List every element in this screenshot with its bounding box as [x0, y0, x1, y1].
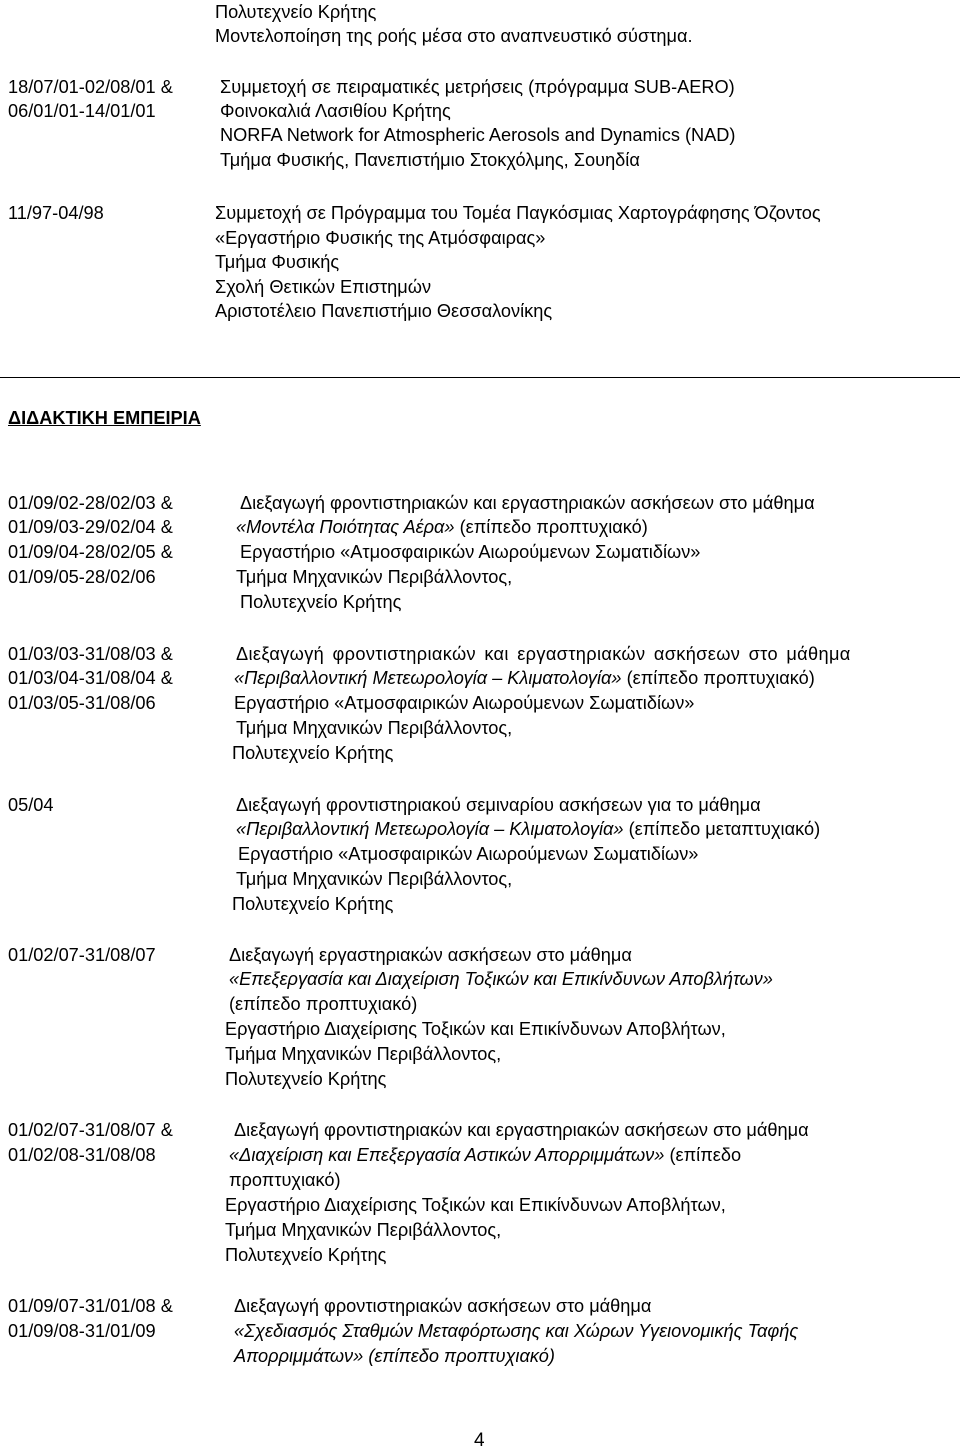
entry-date: 01/03/03-31/08/03 & — [8, 644, 173, 664]
entry-date: 01/03/05-31/08/06 — [8, 693, 156, 713]
entry-date: 05/04 — [8, 795, 54, 815]
course-title: «Περιβαλλοντική Μετεωρολογία – Κλιματολογία» — [236, 819, 624, 839]
course-line — [229, 1144, 741, 1167]
entry-line: Συμμετοχή σε Πρόγραμμα του Τομέα Παγκόσμιας Χαρτογράφησης Όζοντος — [215, 203, 821, 223]
entry-line: Τμήμα Μηχανικών Περιβάλλοντος, — [225, 1044, 502, 1064]
entry-line: Εργαστήριο «Ατμοσφαιρικών Αιωρούμενων Σωματιδίων» — [234, 693, 695, 713]
entry-line: Πολυτεχνείο Κρήτης — [225, 1069, 387, 1089]
course-level: (επίπεδο προπτυχιακό) — [454, 517, 648, 537]
course-title: «Περιβαλλοντική Μετεωρολογία – Κλιματολογία» — [234, 668, 622, 688]
entry-line: NORFA Network for Atmospheric Aerosols and Dynamics (NAD) — [220, 125, 736, 145]
entry-line: «Εργαστήριο Φυσικής της Ατμόσφαιρας» — [215, 228, 546, 248]
entry-line: Διεξαγωγή φροντιστηριακών ασκήσεων στο μάθημα — [234, 1296, 652, 1316]
entry-date: 01/02/08-31/08/08 — [8, 1145, 156, 1165]
entry-line: Διεξαγωγή φροντιστηριακού σεμιναρίου ασκήσεων για το μάθημα — [236, 795, 761, 815]
entry-line: Αριστοτέλειο Πανεπιστήμιο Θεσσαλονίκης — [215, 301, 553, 321]
entry-line: Συμμετοχή σε πειραματικές μετρήσεις (πρόγραμμα SUB-AERO) — [220, 77, 735, 97]
course-level: (επίπεδο προπτυχιακό) — [621, 668, 815, 688]
entry-date: 01/09/05-28/02/06 — [8, 567, 156, 587]
entry-date: 01/09/03-29/02/04 & — [8, 517, 173, 537]
entry-date: 01/09/04-28/02/05 & — [8, 542, 173, 562]
section-divider — [0, 377, 960, 378]
entry-line: (επίπεδο προπτυχιακό) — [229, 994, 418, 1014]
entry-line: Τμήμα Μηχανικών Περιβάλλοντος, — [225, 1220, 502, 1240]
entry-date: 01/02/07-31/08/07 — [8, 945, 156, 965]
entry-date: 01/09/08-31/01/09 — [8, 1321, 156, 1341]
entry-line: Τμήμα Μηχανικών Περιβάλλοντος, — [236, 718, 513, 738]
entry-line: Τμήμα Μηχανικών Περιβάλλοντος, — [236, 567, 513, 587]
entry-line: Διεξαγωγή φροντιστηριακών και εργαστηριακών ασκήσεων στο μάθημα — [240, 493, 815, 513]
entry-line: προπτυχιακό) — [229, 1170, 341, 1190]
course-title: «Μοντέλα Ποιότητας Αέρα» — [236, 517, 455, 537]
entry-line: Εργαστήριο Διαχείρισης Τοξικών και Επικίνδυνων Αποβλήτων, — [225, 1019, 726, 1039]
entry-date: 01/09/07-31/01/08 & — [8, 1296, 173, 1316]
entry-line: Εργαστήριο «Ατμοσφαιρικών Αιωρούμενων Σωματιδίων» — [240, 542, 701, 562]
entry-date: 06/01/01-14/01/01 — [8, 101, 156, 121]
course-line — [236, 516, 648, 539]
course-line — [236, 818, 820, 841]
course-level: (επίπεδο μεταπτυχιακό) — [623, 819, 821, 839]
entry-line: Τμήμα Φυσικής, Πανεπιστήμιο Στοκχόλμης, Σουηδία — [220, 150, 640, 170]
entry-line: Πολυτεχνείο Κρήτης — [225, 1245, 387, 1265]
page-number: 4 — [474, 1430, 485, 1451]
entry-line: Πολυτεχνείο Κρήτης — [232, 894, 394, 914]
course-level: (επίπεδο — [664, 1145, 742, 1165]
entry-line: Πολυτεχνείο Κρήτης — [240, 592, 402, 612]
entry-line: Απορριμμάτων» (επίπεδο προπτυχιακό) — [234, 1346, 555, 1366]
entry-line: Πολυτεχνείο Κρήτης — [232, 743, 394, 763]
entry-line: Διεξαγωγή φροντιστηριακών και εργαστηριακών ασκήσεων στο μάθημα — [236, 644, 851, 664]
entry-line: Εργαστήριο Διαχείρισης Τοξικών και Επικίνδυνων Αποβλήτων, — [225, 1195, 726, 1215]
entry-date: 18/07/01-02/08/01 & — [8, 77, 173, 97]
course-line — [234, 667, 815, 690]
entry-line: Εργαστήριο «Ατμοσφαιρικών Αιωρούμενων Σωματιδίων» — [238, 844, 699, 864]
institution-line: Πολυτεχνείο Κρήτης — [215, 2, 377, 22]
course-title: «Επεξεργασία και Διαχείριση Τοξικών και Επικίνδυνων Αποβλήτων» — [229, 969, 773, 989]
entry-line: Τμήμα Φυσικής — [215, 252, 340, 272]
entry-line: Φοινοκαλιά Λασιθίου Κρήτης — [220, 101, 451, 121]
course-title: «Διαχείριση και Επεξεργασία Αστικών Απορριμμάτων» — [229, 1145, 665, 1165]
section-heading: ΔΙΔΑΚΤΙΚΗ ΕΜΠΕΙΡΙΑ — [8, 408, 201, 428]
thesis-title-line: Μοντελοποίηση της ροής μέσα στο αναπνευστικό σύστημα. — [215, 26, 693, 46]
entry-date: 01/09/02-28/02/03 & — [8, 493, 173, 513]
entry-date: 01/03/04-31/08/04 & — [8, 668, 173, 688]
course-title: «Σχεδιασμός Σταθμών Μεταφόρτωσης και Χώρων Υγειονομικής Ταφής — [234, 1321, 799, 1341]
entry-line: Σχολή Θετικών Επιστημών — [215, 277, 432, 297]
entry-date: 01/02/07-31/08/07 & — [8, 1120, 173, 1140]
entry-date: 11/97-04/98 — [8, 203, 104, 223]
entry-line: Διεξαγωγή φροντιστηριακών και εργαστηριακών ασκήσεων στο μάθημα — [234, 1120, 809, 1140]
entry-line: Τμήμα Μηχανικών Περιβάλλοντος, — [236, 869, 513, 889]
entry-line: Διεξαγωγή εργαστηριακών ασκήσεων στο μάθημα — [229, 945, 632, 965]
